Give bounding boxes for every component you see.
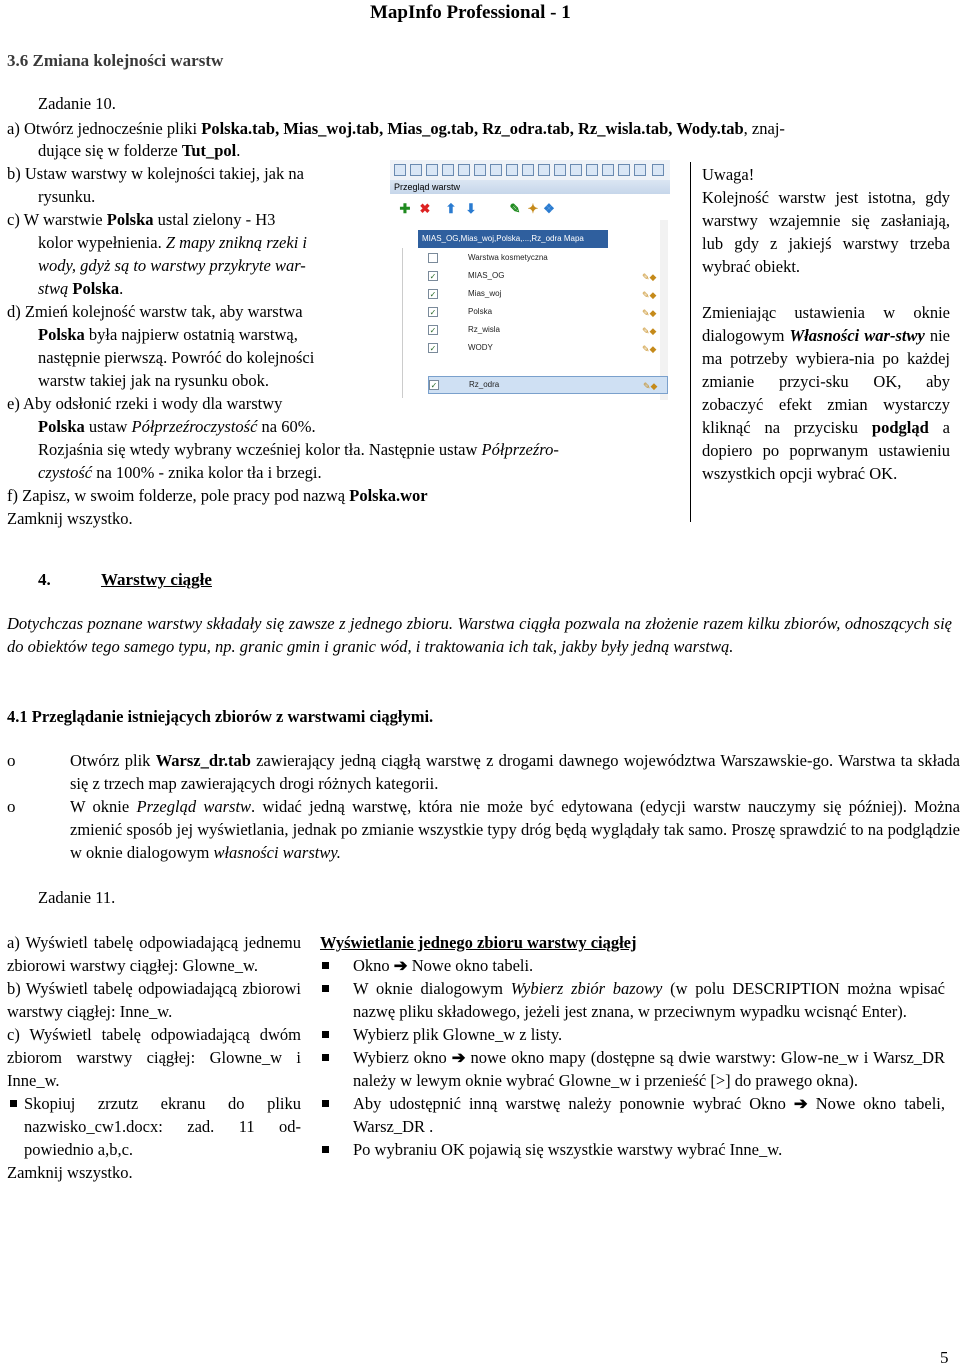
- layer-checkbox: [428, 253, 438, 263]
- toolbar-icon: [522, 164, 534, 176]
- square-bullet-icon: [322, 1100, 329, 1107]
- toolbar-icon: [586, 164, 598, 176]
- toolbar-icon: [394, 164, 406, 176]
- task-c-line3: wody, gdyż są to warstwy przykryte war-: [38, 256, 306, 275]
- task-a-line1: a) Otwórz jednocześnie pliki Polska.tab, Mias_woj.tab, Mias_og.tab, Rz_odra.tab, Rz_wisla.tab, Wody.tab, znaj-: [7, 119, 785, 138]
- task-11-b: b) Wyświetl tabelę odpowiadającą zbiorowi warstwy ciągłej: Inne_w.: [7, 979, 301, 1021]
- section-4-bullet-2: W oknie Przegląd warstw. widać jedną warstwę, która nie może być edytowana (edycji warstw nauczymy się później). Można zmienić sposób jej wyświetlania, jednak po zmianie wszystkie typy dróg będą wyglądały tak samo. Proszę sprawdzić to na podglądzie w oknie dialogowym własności warstwy.: [70, 797, 960, 862]
- layer-style-icon: ✦: [527, 201, 539, 216]
- instruction-item: Wybierz plik Glowne_w z listy.: [320, 1023, 945, 1046]
- toolbar-icon: [602, 164, 614, 176]
- section-4-intro: Dotychczas poznane warstwy składały się zawsze z jednego zbioru. Warstwa ciągła pozwala na złożenie razem kilku zbiorów, odnoszących się do obiektów tego samego typu, np. granic gmin i granic wód, i traktowania ich tak, jakby były jedną warstwą.: [7, 614, 952, 656]
- task-c-line1: c) W warstwie Polska ustal zielony - H3: [7, 210, 276, 229]
- toolbar-icon: [506, 164, 518, 176]
- layer-checkbox: ✓: [429, 308, 437, 317]
- layer-icons: ✎◆: [642, 326, 657, 336]
- layer-icons: ✎◆: [642, 290, 657, 300]
- layer-row: ✓ Mias_woj ✎◆: [429, 289, 657, 300]
- layer-props-icon: ✎: [509, 201, 521, 216]
- layer-checkbox: ✓: [429, 326, 437, 335]
- square-bullet-icon: [10, 1100, 17, 1107]
- task-f-line: f) Zapisz, w swoim folderze, pole pracy pod nazwą Polska.wor: [7, 486, 428, 505]
- layer-checkbox: ✓: [430, 381, 438, 390]
- task-d-line1: d) Zmień kolejność warstw tak, aby warstwa: [7, 302, 303, 321]
- toolbar-icon: [538, 164, 550, 176]
- layer-icons: ✎◆: [642, 308, 657, 318]
- square-bullet-icon: [322, 1146, 329, 1153]
- layer-row: Warstwa kosmetyczna: [428, 250, 668, 268]
- layer-checkbox: ✓: [429, 344, 437, 353]
- section-4-number: 4.: [38, 570, 51, 589]
- layer-row: ✓ Polska ✎◆: [429, 307, 657, 318]
- remove-layer-icon: ✖: [419, 201, 431, 216]
- section-4-bullet-1: Otwórz plik Warsz_dr.tab zawierający jedną ciągłą warstwę z drogami dawnego województwa Warszawskie-go. Warstwa ta składa się z trzech map zawierających drogi różnych kategorii.: [70, 751, 960, 793]
- toolbar-icon: [634, 164, 646, 176]
- task-c-line4: stwą Polska.: [38, 279, 124, 298]
- task-b-line2: rysunku.: [38, 187, 96, 206]
- layer-icons: ✎◆: [642, 344, 657, 354]
- task-11-copy: Skopiuj zrzutz ekranu do pliku nazwisko_cw1.docx: zad. 11 od-powiednio a,b,c.: [7, 1092, 301, 1161]
- toolbar-icon: [652, 164, 664, 176]
- zadanie-11-title: Zadanie 11.: [38, 888, 116, 907]
- toolbar-icon: [490, 164, 502, 176]
- bullet-marker: o: [7, 797, 16, 816]
- layer-row: ✓ MIAS_OG ✎◆: [429, 271, 657, 282]
- toolbar-icon: [410, 164, 422, 176]
- tree-gutter: [392, 248, 403, 398]
- move-down-icon: ⬇: [465, 201, 477, 216]
- layer-row: ✓ WODY ✎◆: [429, 343, 657, 354]
- zadanie-11-tasks: [7, 931, 301, 1184]
- task-e-line2: Polska ustaw Półprzeźroczystość na 60%.: [38, 417, 316, 436]
- toolbar-icon: [474, 164, 486, 176]
- layer-tools: [390, 198, 670, 220]
- arrow-right-icon: ➔: [451, 1048, 466, 1067]
- task-a-line2: dujące się w folderze Tut_pol.: [38, 141, 241, 160]
- note-paragraph-1: Kolejność warstw jest istotna, gdy warstwy wzajemnie się zasłaniają, lub gdy z jakiejś warstwy trzeba wybrać obiekt.: [702, 188, 950, 276]
- layer-label-icon: ❖: [543, 201, 555, 216]
- task-d-line4: warstw takiej jak na rysunku obok.: [38, 371, 269, 390]
- toolbar-icon: [554, 164, 566, 176]
- square-bullet-icon: [322, 985, 329, 992]
- square-bullet-icon: [322, 962, 329, 969]
- note-paragraph-2: Zmieniając ustawienia w oknie dialogowym Własności war-stwy nie ma potrzeby wybiera-nia po każdej zmianie przyci-sku OK, aby zobaczyć efekt zmian wystarczy kliknąć na przycisku podgląd a dopiero po poprwanym ustawieniu wszystkich opcji wybrać OK.: [702, 303, 950, 483]
- toolbar-icon: [442, 164, 454, 176]
- map-window-node: MIAS_OG,Mias_woj,Polska,...,Rz_odra Mapa: [418, 230, 608, 248]
- zadanie-10-close: Zamknij wszystko.: [7, 509, 133, 528]
- instruction-item: W oknie dialogowym Wybierz zbiór bazowy (w polu DESCRIPTION można wpisać nazwę pliku składowego, jeżeli jest znana, w przeciwnym wypadku wcisnąć Enter).: [320, 977, 945, 1023]
- layer-checkbox: ✓: [429, 290, 437, 299]
- arrow-right-icon: ➔: [793, 1094, 808, 1113]
- zadanie-10-title: Zadanie 10.: [38, 94, 116, 113]
- layer-icons: ✎◆: [643, 381, 658, 391]
- screenshot-window-title: Przegląd warstw: [390, 180, 670, 194]
- toolbar-icon: [618, 164, 630, 176]
- column-divider: [690, 162, 691, 522]
- task-d-line3: następnie pierwszą. Powróć do kolejności: [38, 348, 315, 367]
- toolbar-icon: [570, 164, 582, 176]
- section-4-1-title: 4.1 Przeglądanie istniejących zbiorów z warstwami ciągłymi.: [7, 707, 434, 726]
- task-11-c: c) Wyświetl tabelę odpowiadającą dwóm zbiorom warstwy ciągłej: Glowne_w i Inne_w.: [7, 1025, 301, 1090]
- page-number: 5: [940, 1348, 949, 1367]
- toolbar-icon: [426, 164, 438, 176]
- note-box: [702, 163, 950, 485]
- layer-checkbox: ✓: [429, 272, 437, 281]
- continuous-layer-instructions: [320, 931, 945, 1161]
- task-e-line4: czystość na 100% - znika kolor tła i brzegi.: [38, 463, 322, 482]
- layer-row: ✓ Rz_wisla ✎◆: [429, 325, 657, 336]
- toolbar-icon: [458, 164, 470, 176]
- add-layer-icon: ✚: [399, 201, 411, 216]
- task-e-line3: Rozjaśnia się wtedy wybrany wcześniej kolor tła. Następnie ustaw Półprzeźro-: [38, 440, 559, 459]
- layer-control-screenshot: [390, 160, 670, 405]
- instruction-item: Wybierz okno ➔ nowe okno mapy (dostępne są dwie warstwy: Glow-ne_w i Warsz_DR należy w lewym oknie wybrać Glowne_w i przenieść [>] do prawego okna).: [320, 1046, 945, 1092]
- square-bullet-icon: [322, 1031, 329, 1038]
- section-heading-3-6: 3.6 Zmiana kolejności warstw: [7, 51, 224, 70]
- task-11-a: a) Wyświetl tabelę odpowiadającą jednemu zbiorowi warstwy ciągłej: Glowne_w.: [7, 933, 301, 975]
- arrow-right-icon: ➔: [393, 956, 408, 975]
- task-c-line2: kolor wypełnienia. Z mapy znikną rzeki i: [38, 233, 307, 252]
- task-b-line1: b) Ustaw warstwy w kolejności takiej, jak na: [7, 164, 304, 183]
- instruction-item: Po wybraniu OK pojawią się wszystkie warstwy wybrać Inne_w.: [320, 1138, 945, 1161]
- page-header: MapInfo Professional - 1: [370, 2, 571, 23]
- layer-row-selected: ✓ Rz_odra ✎◆: [428, 376, 668, 394]
- screenshot-toolbar: [390, 160, 670, 180]
- move-up-icon: ⬆: [445, 201, 457, 216]
- task-11-close: Zamknij wszystko.: [7, 1163, 133, 1182]
- section-4-title: Warstwy ciągłe: [101, 570, 212, 589]
- square-bullet-icon: [322, 1054, 329, 1061]
- bullet-marker: o: [7, 751, 16, 770]
- instruction-item: Okno ➔ Nowe okno tabeli.: [320, 954, 945, 977]
- task-d-line2: Polska była najpierw ostatnią warstwą,: [38, 325, 298, 344]
- note-title: Uwaga!: [702, 165, 755, 184]
- instruction-item: Aby udostępnić inną warstwę należy ponownie wybrać Okno ➔ Nowe okno tabeli, Warsz_DR .: [320, 1092, 945, 1138]
- task-e-line1: e) Aby odsłonić rzeki i wody dla warstwy: [7, 394, 283, 413]
- layer-icons: ✎◆: [642, 272, 657, 282]
- instructions-title: Wyświetlanie jednego zbioru warstwy ciągłej: [320, 933, 637, 952]
